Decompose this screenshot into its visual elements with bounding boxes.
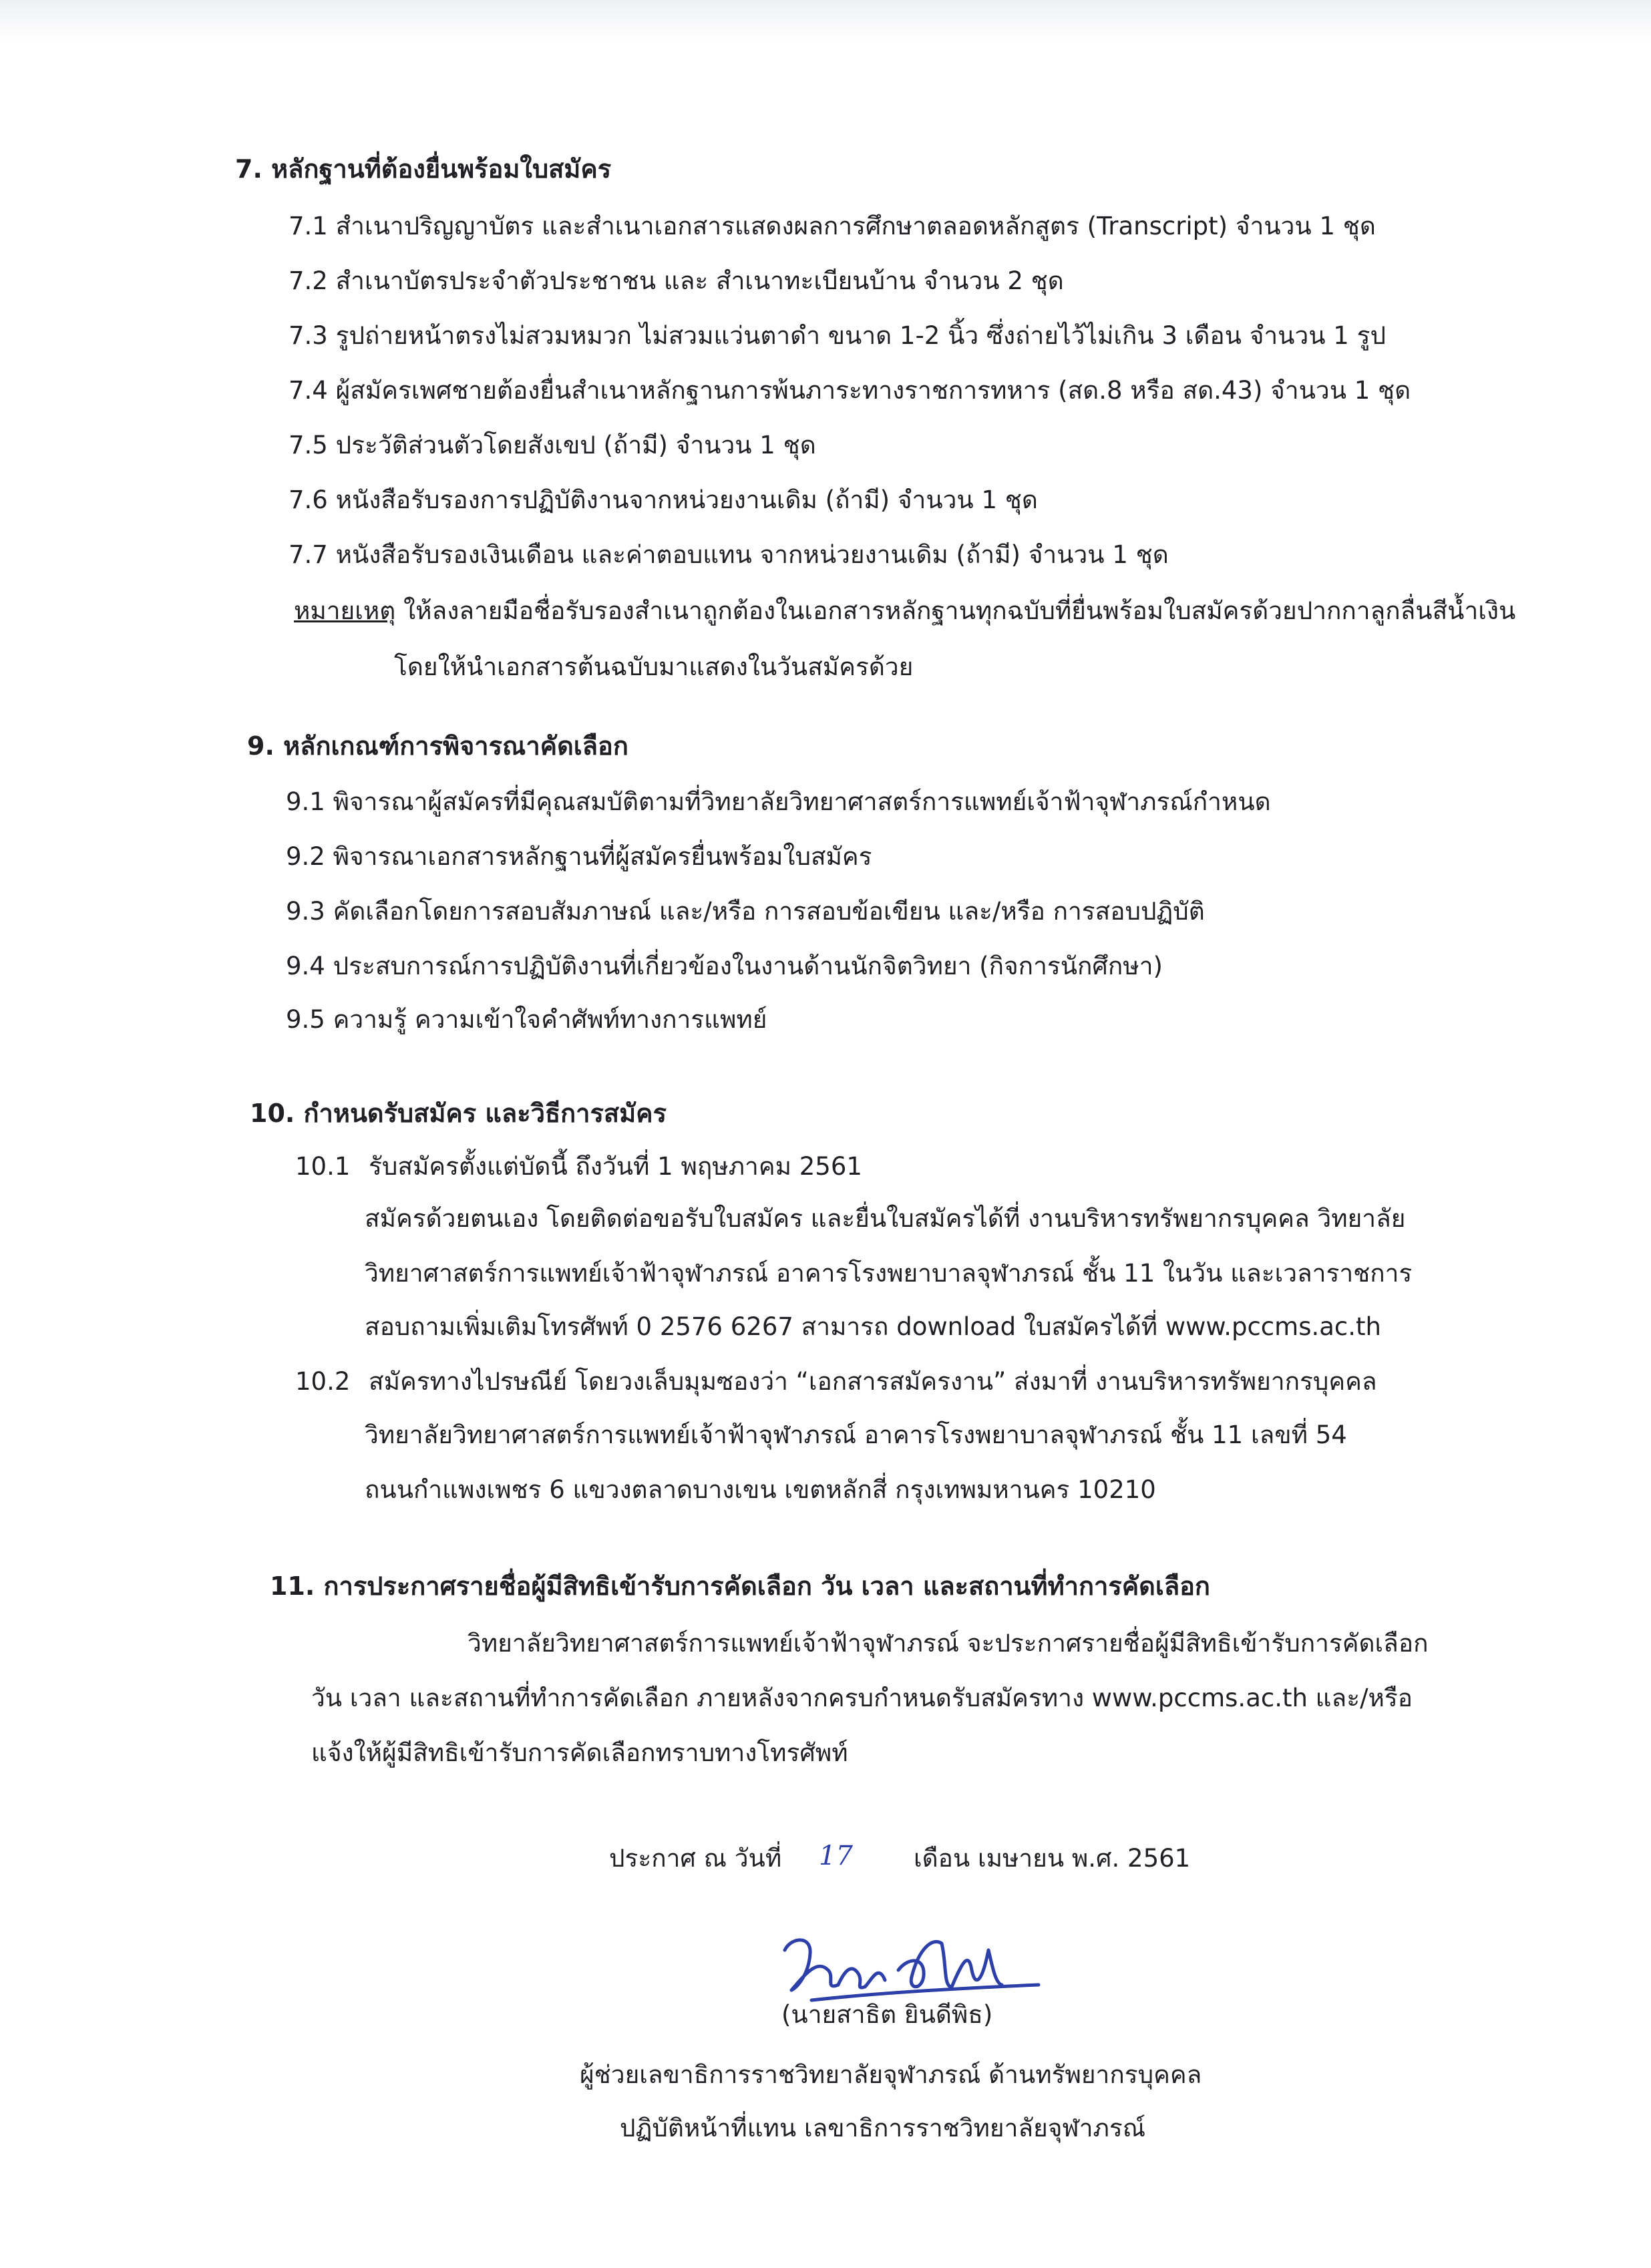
section-7-note-continued: โดยให้นำเอกสารต้นฉบับมาแสดงในวันสมัครด้วย <box>394 652 914 681</box>
section-7-item: 7.4 ผู้สมัครเพศชายต้องยื่นสำเนาหลักฐานการพ้นภาระทางราชการทหาร (สด.8 หรือ สด.43) จำนวน 1 ชุด <box>289 376 1411 405</box>
section-10-heading: 10. กำหนดรับสมัคร และวิธีการสมัคร <box>250 1099 667 1128</box>
signatory-name: (นายสาธิต ยินดีพิธ) <box>781 2000 993 2029</box>
section-7-item: 7.7 หนังสือรับรองเงินเดือน และค่าตอบแทน จากหน่วยงานเดิม (ถ้ามี) จำนวน 1 ชุด <box>289 540 1169 569</box>
section-10-1-line: วิทยาศาสตร์การแพทย์เจ้าฟ้าจุฬาภรณ์ อาคารโรงพยาบาลจุฬาภรณ์ ชั้น 11 ในวัน และเวลาราชการ <box>365 1259 1413 1288</box>
section-7-item: 7.6 หนังสือรับรองการปฏิบัติงานจากหน่วยงานเดิม (ถ้ามี) จำนวน 1 ชุด <box>289 486 1038 514</box>
section-11-line: แจ้งให้ผู้มีสิทธิเข้ารับการคัดเลือกทราบทางโทรศัพท์ <box>311 1738 848 1767</box>
section-9-heading: 9. หลักเกณฑ์การพิจารณาคัดเลือก <box>247 731 628 761</box>
note-text: ให้ลงลายมือชื่อรับรองสำเนาถูกต้องในเอกสารหลักฐานทุกฉบับที่ยื่นพร้อมใบสมัครด้วยปากกาลูกลื่นสีน้ำเงิน <box>395 596 1516 625</box>
section-10-1-line: สมัครด้วยตนเอง โดยติดต่อขอรับใบสมัคร และยื่นใบสมัครได้ที่ งานบริหารทรัพยากรบุคคล วิทยาลัย <box>365 1204 1406 1233</box>
section-11-line: วิทยาลัยวิทยาศาสตร์การแพทย์เจ้าฟ้าจุฬาภรณ์ จะประกาศรายชื่อผู้มีสิทธิเข้ารับการคัดเลือก <box>468 1629 1429 1658</box>
handwritten-signature <box>771 1923 1052 2010</box>
announcement-month-year: เดือน เมษายน พ.ศ. 2561 <box>914 1844 1191 1873</box>
signatory-position-2: ปฏิบัติหน้าที่แทน เลขาธิการราชวิทยาลัยจุฬาภรณ์ <box>620 2114 1146 2142</box>
section-9-item: 9.3 คัดเลือกโดยการสอบสัมภาษณ์ และ/หรือ การสอบข้อเขียน และ/หรือ การสอบปฏิบัติ <box>286 897 1205 926</box>
section-7-item: 7.5 ประวัติส่วนตัวโดยสังเขป (ถ้ามี) จำนวน 1 ชุด <box>289 431 816 459</box>
section-11-heading: 11. การประกาศรายชื่อผู้มีสิทธิเข้ารับการคัดเลือก วัน เวลา และสถานที่ทำการคัดเลือก <box>270 1571 1210 1601</box>
announcement-day-handwritten: 17 <box>819 1841 853 1871</box>
scan-edge <box>0 0 1651 40</box>
section-10-1-number: 10.1 <box>295 1152 351 1181</box>
section-7-item: 7.1 สำเนาปริญญาบัตร และสำเนาเอกสารแสดงผลการศึกษาตลอดหลักสูตร (Transcript) จำนวน 1 ชุด <box>289 212 1376 240</box>
section-7-heading: 7. หลักฐานที่ต้องยื่นพร้อมใบสมัคร <box>235 154 612 184</box>
section-9-item: 9.4 ประสบการณ์การปฏิบัติงานที่เกี่ยวข้องในงานด้านนักจิตวิทยา (กิจการนักศึกษา) <box>286 952 1163 980</box>
section-9-item: 9.2 พิจารณาเอกสารหลักฐานที่ผู้สมัครยื่นพร้อมใบสมัคร <box>286 842 872 871</box>
section-10-2-line: ถนนกำแพงเพชร 6 แขวงตลาดบางเขน เขตหลักสี่ กรุงเทพมหานคร 10210 <box>365 1475 1156 1504</box>
section-10-2-line: วิทยาลัยวิทยาศาสตร์การแพทย์เจ้าฟ้าจุฬาภรณ์ อาคารโรงพยาบาลจุฬาภรณ์ ชั้น 11 เลขที่ 54 <box>365 1421 1347 1449</box>
section-10-2-number: 10.2 <box>295 1367 351 1396</box>
section-10-2-title: สมัครทางไปรษณีย์ โดยวงเล็บมุมซองว่า “เอกสารสมัครงาน” ส่งมาที่ งานบริหารทรัพยากรบุคคล <box>369 1367 1377 1396</box>
section-11-line: วัน เวลา และสถานที่ทำการคัดเลือก ภายหลังจากครบกำหนดรับสมัครทาง www.pccms.ac.th และ/หรือ <box>311 1684 1413 1712</box>
section-9-item: 9.1 พิจารณาผู้สมัครที่มีคุณสมบัติตามที่วิทยาลัยวิทยาศาสตร์การแพทย์เจ้าฟ้าจุฬาภรณ์กำหนด <box>286 787 1271 816</box>
section-10-1-title: รับสมัครตั้งแต่บัดนี้ ถึงวันที่ 1 พฤษภาคม 2561 <box>369 1152 862 1181</box>
note-label: หมายเหตุ <box>294 596 396 625</box>
section-9-item: 9.5 ความรู้ ความเข้าใจคำศัพท์ทางการแพทย์ <box>286 1005 767 1034</box>
announcement-prefix: ประกาศ ณ วันที่ <box>609 1844 782 1873</box>
signatory-position-1: ผู้ช่วยเลขาธิการราชวิทยาลัยจุฬาภรณ์ ด้านทรัพยากรบุคคล <box>580 2060 1202 2089</box>
section-7-item: 7.3 รูปถ่ายหน้าตรงไม่สวมหมวก ไม่สวมแว่นตาดำ ขนาด 1-2 นิ้ว ซึ่งถ่ายไว้ไม่เกิน 3 เดือน จำนวน 1 รูป <box>289 321 1386 350</box>
section-10-1-line: สอบถามเพิ่มเติมโทรศัพท์ 0 2576 6267 สามารถ download ใบสมัครได้ที่ www.pccms.ac.th <box>365 1312 1381 1341</box>
section-7-item: 7.2 สำเนาบัตรประจำตัวประชาชน และ สำเนาทะเบียนบ้าน จำนวน 2 ชุด <box>289 266 1064 295</box>
section-7-note <box>294 594 1515 628</box>
